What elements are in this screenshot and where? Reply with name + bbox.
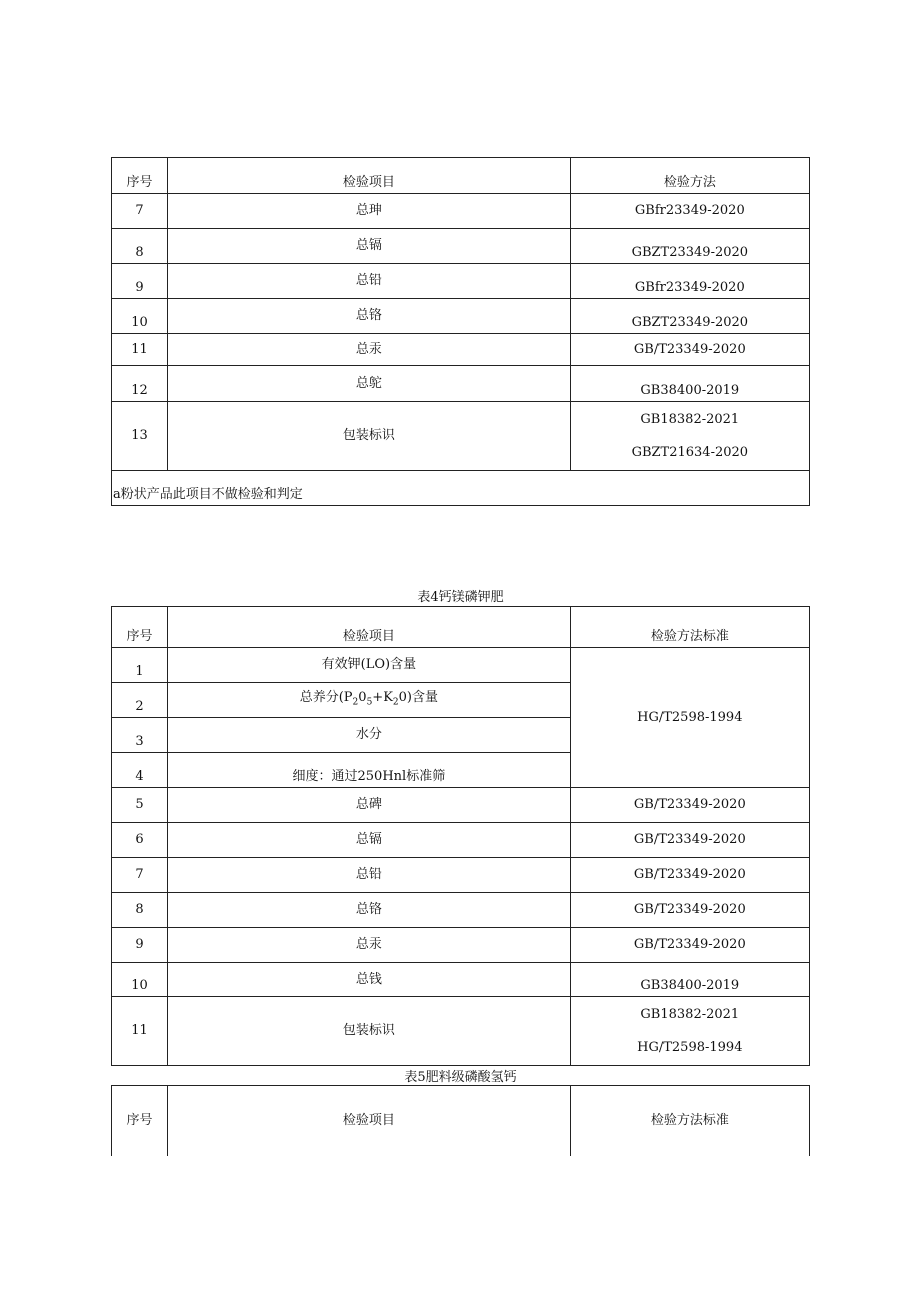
item-part: 0 <box>358 689 367 705</box>
row-method <box>570 997 809 1066</box>
row-no: 6 <box>112 823 168 858</box>
row-no: 12 <box>112 366 168 402</box>
row-no: 10 <box>112 299 168 334</box>
item-sub: 5 <box>366 697 373 708</box>
table-row <box>112 264 810 299</box>
row-method-line-1: GB18382-2021 <box>640 1006 740 1022</box>
row-item: 包装标识 <box>168 402 571 471</box>
header-item: 检验项目 <box>168 1086 571 1156</box>
table-row <box>112 997 810 1066</box>
row-no: 10 <box>112 963 168 997</box>
row-item <box>168 683 571 718</box>
row-item: 有效钾(LO)含量 <box>168 648 571 683</box>
table-header-row <box>112 158 810 194</box>
row-method-merged: HG/T2598-1994 <box>570 648 809 788</box>
row-item: 总镉 <box>168 229 571 264</box>
table-row <box>112 963 810 997</box>
row-method-line-2: HG/T2598-1994 <box>637 1039 743 1055</box>
row-method: GB/T23349-2020 <box>570 928 809 963</box>
row-method <box>570 402 809 471</box>
row-method: GB/T23349-2020 <box>570 823 809 858</box>
row-method: GB/T23349-2020 <box>570 858 809 893</box>
row-no: 4 <box>112 753 168 788</box>
row-no: 11 <box>112 997 168 1066</box>
header-no: 序号 <box>112 158 168 194</box>
table-row <box>112 788 810 823</box>
row-method: GB/T23349-2020 <box>570 334 809 366</box>
row-item: 总汞 <box>168 334 571 366</box>
table-row <box>112 366 810 402</box>
header-item: 检验项目 <box>168 607 571 648</box>
row-method: GB38400-2019 <box>570 963 809 997</box>
row-method: GBZT23349-2020 <box>570 229 809 264</box>
row-no: 9 <box>112 928 168 963</box>
row-item: 总铬 <box>168 299 571 334</box>
row-method: GBfr23349-2020 <box>570 264 809 299</box>
table-row <box>112 893 810 928</box>
table-note-row <box>112 471 810 506</box>
header-item: 检验项目 <box>168 158 571 194</box>
header-method: 检验方法 <box>570 158 809 194</box>
row-method: GB38400-2019 <box>570 366 809 402</box>
table-header-row <box>112 1086 810 1156</box>
table-4-caption: 表4钙镁磷钾肥 <box>417 590 504 605</box>
row-no: 7 <box>112 194 168 229</box>
item-part: 总养分(P <box>299 689 353 705</box>
row-item: 总钱 <box>168 963 571 997</box>
table-row <box>112 194 810 229</box>
row-item: 包装标识 <box>168 997 571 1066</box>
row-no: 2 <box>112 683 168 718</box>
table-header-row <box>112 607 810 648</box>
row-item: 总碑 <box>168 788 571 823</box>
row-method: GBZT23349-2020 <box>570 299 809 334</box>
row-item: 细度：通过250Hnl标准筛 <box>168 753 571 788</box>
table-5 <box>111 1085 810 1156</box>
row-item: 总汞 <box>168 928 571 963</box>
table-row <box>112 858 810 893</box>
item-sub: 2 <box>392 697 399 708</box>
row-item: 总鸵 <box>168 366 571 402</box>
row-method: GB/T23349-2020 <box>570 788 809 823</box>
row-item: 水分 <box>168 718 571 753</box>
row-no: 11 <box>112 334 168 366</box>
table-row <box>112 823 810 858</box>
table-5-caption: 表5肥料级磷酸氢钙 <box>404 1070 517 1085</box>
item-part: 0)含量 <box>398 689 438 705</box>
table-row <box>112 928 810 963</box>
row-no: 7 <box>112 858 168 893</box>
item-sub: 2 <box>352 697 359 708</box>
row-item: 总铬 <box>168 893 571 928</box>
row-item: 总珅 <box>168 194 571 229</box>
row-method: GB/T23349-2020 <box>570 893 809 928</box>
row-no: 9 <box>112 264 168 299</box>
header-method: 检验方法标准 <box>570 607 809 648</box>
header-no: 序号 <box>112 607 168 648</box>
item-part: +K <box>372 689 393 705</box>
row-item: 总镉 <box>168 823 571 858</box>
row-no: 8 <box>112 229 168 264</box>
table-row <box>112 299 810 334</box>
header-method: 检验方法标准 <box>570 1086 809 1156</box>
table-4 <box>111 606 810 1066</box>
table-row <box>112 229 810 264</box>
row-method: GBfr23349-2020 <box>570 194 809 229</box>
table-3 <box>111 157 810 506</box>
row-item: 总铅 <box>168 858 571 893</box>
row-no: 8 <box>112 893 168 928</box>
table-row <box>112 402 810 471</box>
row-no: 13 <box>112 402 168 471</box>
row-method-line-1: GB18382-2021 <box>640 411 740 427</box>
row-no: 1 <box>112 648 168 683</box>
row-no: 3 <box>112 718 168 753</box>
table-row <box>112 334 810 366</box>
row-method-line-2: GBZT21634-2020 <box>631 444 749 460</box>
row-item: 总铅 <box>168 264 571 299</box>
table-note: a粉状产品此项目不做检验和判定 <box>112 471 810 506</box>
row-no: 5 <box>112 788 168 823</box>
header-no: 序号 <box>112 1086 168 1156</box>
table-row <box>112 648 810 683</box>
